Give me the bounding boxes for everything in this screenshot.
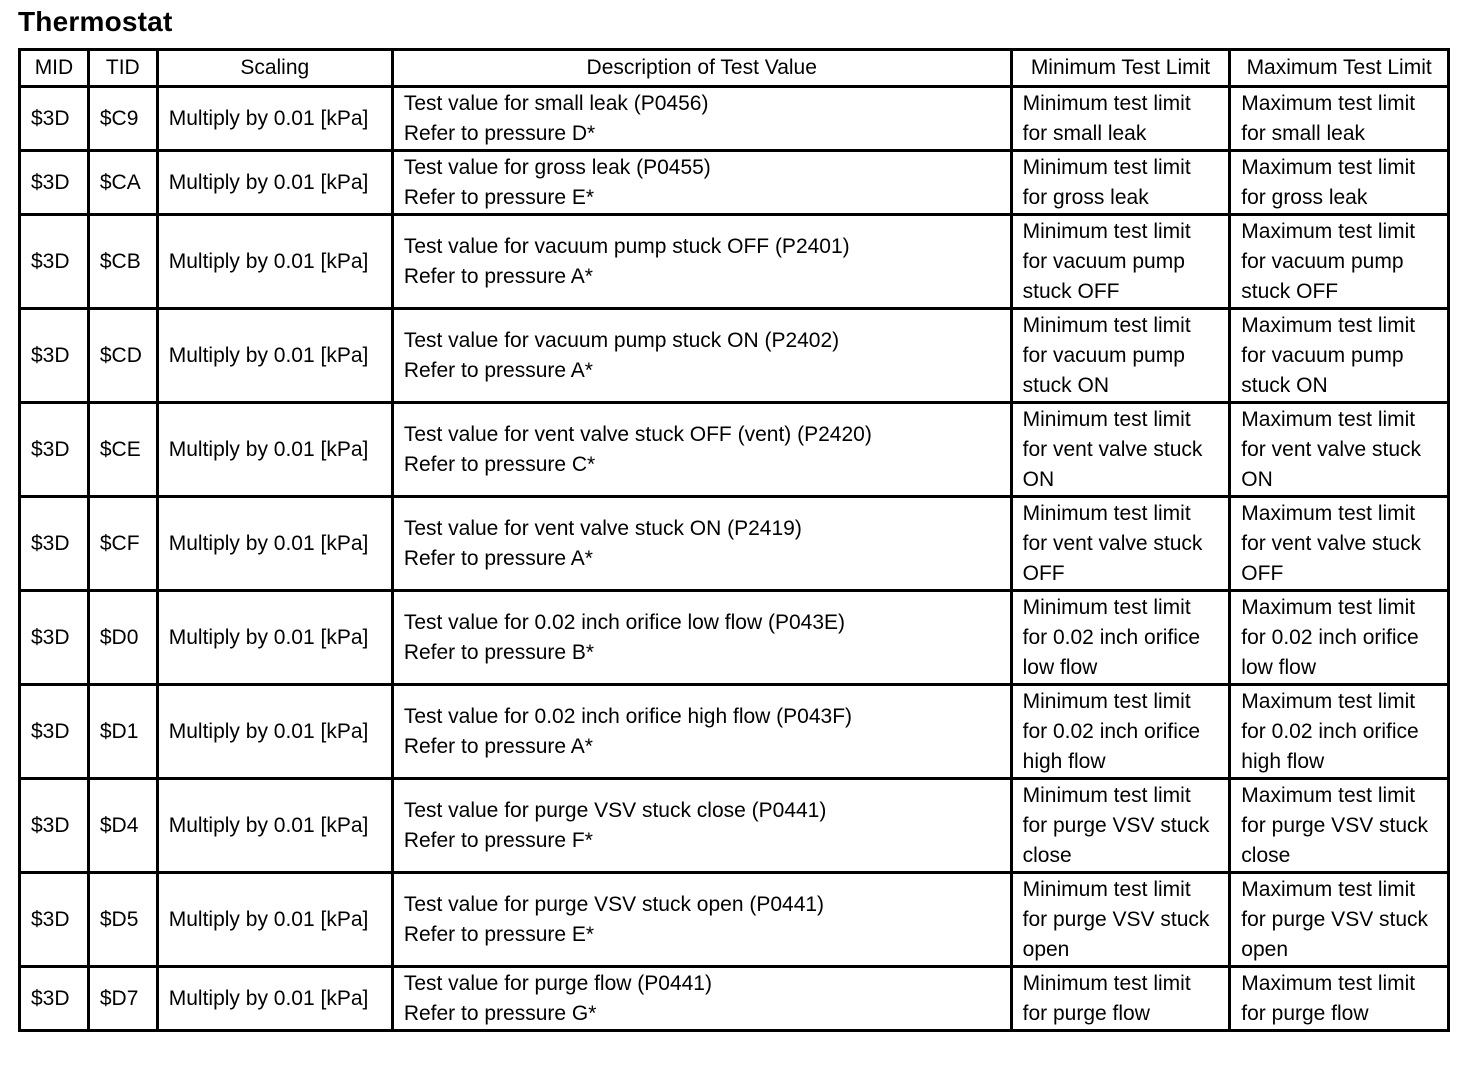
- min-limit-cell-line: Minimum test limit: [1022, 407, 1191, 431]
- description-cell-line: Refer to pressure E*: [403, 922, 595, 946]
- header-mid: MID: [20, 50, 89, 87]
- max-limit-cell-line: for purge flow: [1241, 1001, 1369, 1025]
- min-limit-cell-line: for gross leak: [1022, 185, 1149, 209]
- description-cell: [392, 309, 1011, 403]
- max-limit-cell-line: Maximum test limit: [1241, 595, 1416, 619]
- min-limit-cell-line: Minimum test limit: [1022, 783, 1191, 807]
- table-row: [20, 309, 1449, 403]
- scaling-cell: Multiply by 0.01 [kPa]: [157, 779, 392, 873]
- tid-cell: $C9: [88, 87, 157, 151]
- description-cell: [392, 873, 1011, 967]
- min-limit-cell: [1011, 779, 1230, 873]
- description-cell-line: Test value for vacuum pump stuck OFF (P2401): [403, 234, 850, 258]
- max-limit-cell-line: Maximum test limit: [1241, 877, 1416, 901]
- table-row: [20, 591, 1449, 685]
- description-cell: [392, 215, 1011, 309]
- mid-cell: $3D: [20, 591, 89, 685]
- description-cell-line: Test value for vent valve stuck ON (P2419): [403, 516, 802, 540]
- min-limit-cell-line: stuck ON: [1022, 373, 1109, 397]
- max-limit-cell-line: for vacuum pump: [1241, 249, 1404, 273]
- max-limit-cell: [1230, 591, 1449, 685]
- min-limit-cell: [1011, 87, 1230, 151]
- min-limit-cell-line: for small leak: [1022, 121, 1147, 145]
- description-cell: [392, 497, 1011, 591]
- max-limit-cell-line: Maximum test limit: [1241, 783, 1416, 807]
- test-value-table: [18, 48, 1450, 1032]
- min-limit-cell-line: Minimum test limit: [1022, 877, 1191, 901]
- tid-cell: $CD: [88, 309, 157, 403]
- description-cell-line: Test value for 0.02 inch orifice high flow (P043F): [403, 704, 853, 728]
- table-row: [20, 215, 1449, 309]
- scaling-cell: Multiply by 0.01 [kPa]: [157, 87, 392, 151]
- description-cell-line: Test value for purge VSV stuck close (P0441): [403, 798, 827, 822]
- min-limit-cell: [1011, 591, 1230, 685]
- max-limit-cell-line: Maximum test limit: [1241, 155, 1416, 179]
- table-row: [20, 779, 1449, 873]
- mid-cell: $3D: [20, 497, 89, 591]
- scaling-cell: Multiply by 0.01 [kPa]: [157, 403, 392, 497]
- min-limit-cell-line: open: [1022, 937, 1070, 961]
- max-limit-cell: [1230, 151, 1449, 215]
- description-cell-line: Refer to pressure G*: [403, 1001, 597, 1025]
- max-limit-cell-line: open: [1241, 937, 1289, 961]
- max-limit-cell: [1230, 215, 1449, 309]
- min-limit-cell-line: Minimum test limit: [1022, 595, 1191, 619]
- max-limit-cell-line: stuck ON: [1241, 373, 1328, 397]
- description-cell-line: Refer to pressure A*: [403, 546, 593, 570]
- max-limit-cell: [1230, 873, 1449, 967]
- min-limit-cell-line: Minimum test limit: [1022, 689, 1191, 713]
- min-limit-cell: [1011, 967, 1230, 1031]
- table-row: [20, 685, 1449, 779]
- min-limit-cell: [1011, 309, 1230, 403]
- max-limit-cell: [1230, 309, 1449, 403]
- min-limit-cell-line: close: [1022, 843, 1072, 867]
- header-tid: TID: [88, 50, 157, 87]
- max-limit-cell-line: Maximum test limit: [1241, 219, 1416, 243]
- description-cell: [392, 151, 1011, 215]
- table-row: [20, 873, 1449, 967]
- max-limit-cell-line: for gross leak: [1241, 185, 1368, 209]
- max-limit-cell-line: close: [1241, 843, 1291, 867]
- max-limit-cell-line: for vent valve stuck: [1241, 531, 1422, 555]
- min-limit-cell-line: for purge flow: [1022, 1001, 1150, 1025]
- min-limit-cell-line: Minimum test limit: [1022, 155, 1191, 179]
- description-cell-line: Test value for small leak (P0456): [403, 91, 709, 115]
- min-limit-cell: [1011, 215, 1230, 309]
- description-cell-line: Test value for 0.02 inch orifice low flow (P043E): [403, 610, 846, 634]
- description-cell: [392, 967, 1011, 1031]
- max-limit-cell: [1230, 685, 1449, 779]
- min-limit-cell-line: Minimum test limit: [1022, 971, 1191, 995]
- description-cell-line: Refer to pressure A*: [403, 264, 593, 288]
- max-limit-cell-line: Maximum test limit: [1241, 971, 1416, 995]
- max-limit-cell-line: high flow: [1241, 749, 1325, 773]
- max-limit-cell-line: for 0.02 inch orifice: [1241, 719, 1419, 743]
- scaling-cell: Multiply by 0.01 [kPa]: [157, 873, 392, 967]
- max-limit-cell-line: for vent valve stuck: [1241, 437, 1422, 461]
- min-limit-cell-line: stuck OFF: [1022, 279, 1120, 303]
- scaling-cell: Multiply by 0.01 [kPa]: [157, 591, 392, 685]
- description-cell-line: Test value for vent valve stuck OFF (vent) (P2420): [403, 422, 872, 446]
- mid-cell: $3D: [20, 967, 89, 1031]
- tid-cell: $CB: [88, 215, 157, 309]
- tid-cell: $CF: [88, 497, 157, 591]
- mid-cell: $3D: [20, 309, 89, 403]
- min-limit-cell: [1011, 151, 1230, 215]
- max-limit-cell: [1230, 779, 1449, 873]
- max-limit-cell-line: stuck OFF: [1241, 279, 1339, 303]
- header-description: Description of Test Value: [392, 50, 1011, 87]
- header-maximum-test-limit: Maximum Test Limit: [1230, 50, 1449, 87]
- min-limit-cell-line: low flow: [1022, 655, 1098, 679]
- min-limit-cell-line: for purge VSV stuck: [1022, 907, 1210, 931]
- scaling-cell: Multiply by 0.01 [kPa]: [157, 151, 392, 215]
- max-limit-cell-line: Maximum test limit: [1241, 313, 1416, 337]
- description-cell: [392, 591, 1011, 685]
- description-cell-line: Test value for purge flow (P0441): [403, 971, 712, 995]
- scaling-cell: Multiply by 0.01 [kPa]: [157, 685, 392, 779]
- scaling-cell: Multiply by 0.01 [kPa]: [157, 497, 392, 591]
- min-limit-cell-line: Minimum test limit: [1022, 219, 1191, 243]
- min-limit-cell-line: for vacuum pump: [1022, 249, 1185, 273]
- max-limit-cell-line: for purge VSV stuck: [1241, 813, 1429, 837]
- max-limit-cell: [1230, 403, 1449, 497]
- max-limit-cell: [1230, 967, 1449, 1031]
- table-row: [20, 967, 1449, 1031]
- min-limit-cell-line: OFF: [1022, 561, 1065, 585]
- min-limit-cell: [1011, 497, 1230, 591]
- min-limit-cell-line: Minimum test limit: [1022, 91, 1191, 115]
- max-limit-cell-line: OFF: [1241, 561, 1284, 585]
- min-limit-cell-line: for purge VSV stuck: [1022, 813, 1210, 837]
- min-limit-cell-line: for vent valve stuck: [1022, 531, 1203, 555]
- description-cell: [392, 685, 1011, 779]
- scaling-cell: Multiply by 0.01 [kPa]: [157, 967, 392, 1031]
- min-limit-cell-line: Minimum test limit: [1022, 501, 1191, 525]
- mid-cell: $3D: [20, 403, 89, 497]
- description-cell-line: Refer to pressure A*: [403, 734, 593, 758]
- max-limit-cell-line: for 0.02 inch orifice: [1241, 625, 1419, 649]
- min-limit-cell-line: for vacuum pump: [1022, 343, 1185, 367]
- mid-cell: $3D: [20, 151, 89, 215]
- max-limit-cell: [1230, 87, 1449, 151]
- tid-cell: $D7: [88, 967, 157, 1031]
- description-cell-line: Refer to pressure A*: [403, 358, 593, 382]
- description-cell: [392, 403, 1011, 497]
- max-limit-cell-line: low flow: [1241, 655, 1316, 679]
- scaling-cell: Multiply by 0.01 [kPa]: [157, 309, 392, 403]
- max-limit-cell-line: for purge VSV stuck: [1241, 907, 1429, 931]
- max-limit-cell-line: Maximum test limit: [1241, 91, 1416, 115]
- mid-cell: $3D: [20, 779, 89, 873]
- mid-cell: $3D: [20, 685, 89, 779]
- table-row: [20, 403, 1449, 497]
- description-cell-line: Refer to pressure B*: [403, 640, 595, 664]
- description-cell: [392, 779, 1011, 873]
- tid-cell: $CA: [88, 151, 157, 215]
- min-limit-cell: [1011, 685, 1230, 779]
- description-cell-line: Refer to pressure C*: [403, 452, 596, 476]
- description-cell-line: Test value for purge VSV stuck open (P0441): [403, 892, 825, 916]
- min-limit-cell-line: for 0.02 inch orifice: [1022, 719, 1201, 743]
- max-limit-cell-line: for vacuum pump: [1241, 343, 1404, 367]
- description-cell: [392, 87, 1011, 151]
- min-limit-cell-line: Minimum test limit: [1022, 313, 1191, 337]
- header-scaling: Scaling: [157, 50, 392, 87]
- max-limit-cell: [1230, 497, 1449, 591]
- max-limit-cell-line: for small leak: [1241, 121, 1365, 145]
- description-cell-line: Test value for vacuum pump stuck ON (P2402): [403, 328, 840, 352]
- min-limit-cell: [1011, 873, 1230, 967]
- tid-cell: $D4: [88, 779, 157, 873]
- min-limit-cell-line: for vent valve stuck: [1022, 437, 1203, 461]
- min-limit-cell-line: high flow: [1022, 749, 1106, 773]
- table-row: [20, 151, 1449, 215]
- min-limit-cell-line: for 0.02 inch orifice: [1022, 625, 1201, 649]
- description-cell-line: Test value for gross leak (P0455): [403, 155, 711, 179]
- header-minimum-test-limit: Minimum Test Limit: [1011, 50, 1230, 87]
- table-body: [20, 87, 1449, 1031]
- scaling-cell: Multiply by 0.01 [kPa]: [157, 215, 392, 309]
- max-limit-cell-line: Maximum test limit: [1241, 689, 1416, 713]
- min-limit-cell: [1011, 403, 1230, 497]
- mid-cell: $3D: [20, 215, 89, 309]
- table-row: [20, 87, 1449, 151]
- max-limit-cell-line: ON: [1241, 467, 1273, 491]
- mid-cell: $3D: [20, 87, 89, 151]
- max-limit-cell-line: Maximum test limit: [1241, 407, 1416, 431]
- page-title: Thermostat: [18, 6, 173, 37]
- description-cell-line: Refer to pressure E*: [403, 185, 595, 209]
- description-cell-line: Refer to pressure F*: [403, 828, 593, 852]
- tid-cell: $D5: [88, 873, 157, 967]
- mid-cell: $3D: [20, 873, 89, 967]
- table-row: [20, 497, 1449, 591]
- tid-cell: $D1: [88, 685, 157, 779]
- max-limit-cell-line: Maximum test limit: [1241, 501, 1416, 525]
- description-cell-line: Refer to pressure D*: [403, 121, 596, 145]
- min-limit-cell-line: ON: [1022, 467, 1055, 491]
- table-header-row: [20, 50, 1449, 87]
- tid-cell: $D0: [88, 591, 157, 685]
- tid-cell: $CE: [88, 403, 157, 497]
